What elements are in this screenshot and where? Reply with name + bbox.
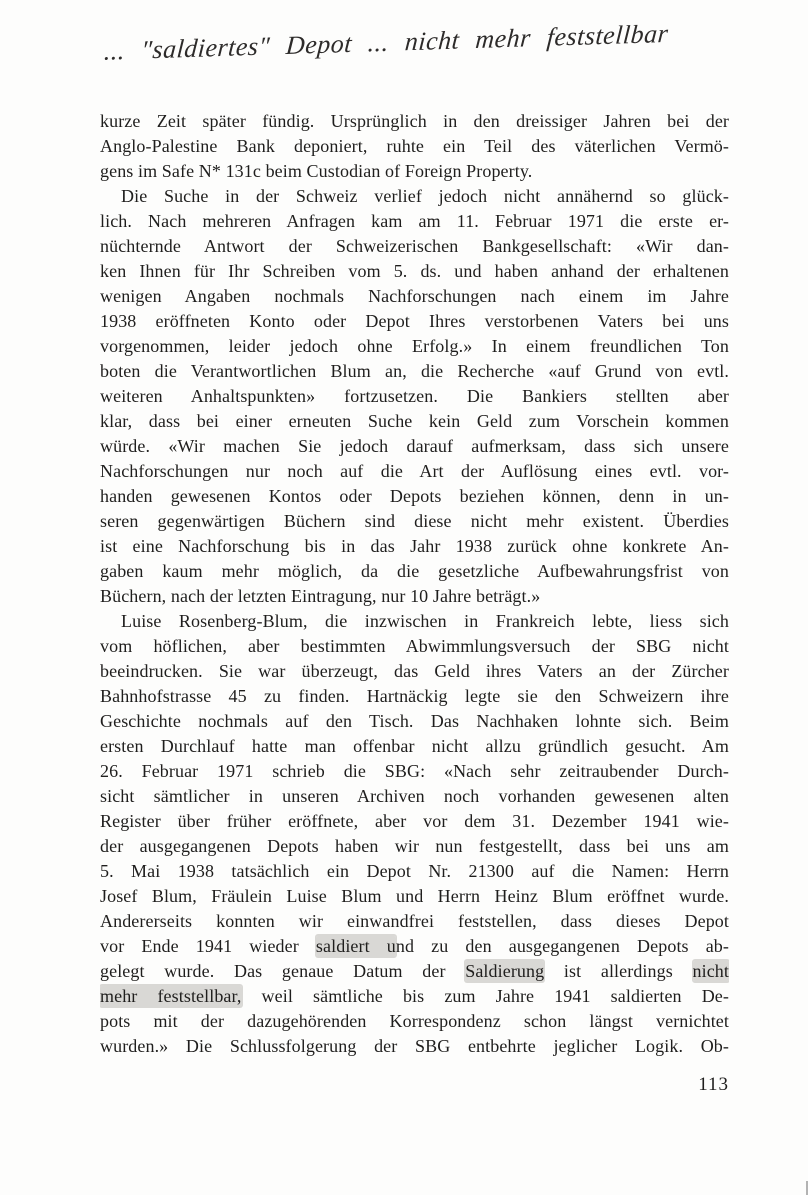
text-segment: gelegt wurde. Das genaue Datum der: [100, 961, 466, 981]
text-line: [100, 984, 729, 1009]
text-line: [100, 684, 729, 709]
text-line: [100, 184, 729, 209]
text-segment: Bahnhofstrasse 45 zu finden. Hartnäckig legte sie den Schweizern ihre: [100, 686, 729, 706]
text-line: [100, 659, 729, 684]
text-line: [100, 484, 729, 509]
text-line: [100, 309, 729, 334]
text-line: [100, 859, 729, 884]
text-line: [100, 909, 729, 934]
text-segment: weiteren Anhaltspunkten» fortzusetzen. Die Bankiers stellten aber: [100, 386, 729, 406]
text-line: [100, 934, 729, 959]
text-segment: 5. Mai 1938 tatsächlich ein Depot Nr. 21300 auf die Namen: Herrn: [100, 861, 729, 881]
text-line: [100, 259, 729, 284]
text-segment: Register über früher eröffnete, aber vor dem 31. Dezember 1941 wie-: [100, 811, 729, 831]
text-line: [100, 359, 729, 384]
text-line: [100, 109, 729, 134]
text-line: [100, 759, 729, 784]
text-segment: Geschichte nochmals auf den Tisch. Das Nachhaken lohnte sich. Beim: [100, 711, 729, 731]
text-segment: ist eine Nachforschung bis in das Jahr 1938 zurück ohne konkrete An-: [100, 536, 729, 556]
text-line: [100, 384, 729, 409]
text-line: [100, 134, 729, 159]
highlighted-text: nicht: [692, 961, 729, 981]
text-segment: Anglo-Palestine Bank deponiert, ruhte ein Teil des väterlichen Vermö-: [100, 136, 729, 156]
text-segment: 1938 eröffneten Konto oder Depot Ihres verstorbenen Vaters bei uns: [100, 311, 729, 331]
text-segment: wenigen Angaben nochmals Nachforschungen nach einem im Jahre: [100, 286, 729, 306]
text-line: [100, 409, 729, 434]
text-line: [100, 709, 729, 734]
text-line: [100, 609, 729, 634]
text-segment: Andererseits konnten wir einwandfrei feststellen, dass dieses Depot: [100, 911, 729, 931]
text-line: [100, 734, 729, 759]
text-segment: Josef Blum, Fräulein Luise Blum und Herrn Heinz Blum eröffnet wurde.: [100, 886, 729, 906]
text-segment: 26. Februar 1971 schrieb die SBG: «Nach sehr zeitraubender Durch-: [100, 761, 729, 781]
highlighted-text: mehr feststellbar,: [100, 986, 242, 1006]
text-segment: vom höflichen, aber bestimmten Abwimmlungsversuch der SBG nicht: [100, 636, 729, 656]
text-segment: vorgenommen, leider jedoch ohne Erfolg.» In einem freundlichen Ton: [100, 336, 729, 356]
text-segment: würde. «Wir machen Sie jedoch darauf aufmerksam, dass sich unsere: [100, 436, 729, 456]
text-segment: ken Ihnen für Ihr Schreiben vom 5. ds. und haben anhand der erhaltenen: [100, 261, 729, 281]
text-segment: Büchern, nach der letzten Eintragung, nur 10 Jahre beträgt.»: [100, 586, 541, 606]
text-line: [100, 559, 729, 584]
text-line: [100, 784, 729, 809]
text-line: [100, 234, 729, 259]
text-segment: lich. Nach mehreren Anfragen kam am 11. Februar 1971 die erste er-: [100, 211, 729, 231]
text-line: [100, 284, 729, 309]
text-segment: wurden.» Die Schlussfolgerung der SBG entbehrte jeglicher Logik. Ob-: [100, 1036, 729, 1056]
text-line: [100, 159, 729, 184]
text-segment: Nachforschungen nur noch auf die Art der Auflösung eines evtl. vor-: [100, 461, 729, 481]
handwritten-annotation: ... "saldiertes" Depot ... nicht mehr feststellbar: [103, 18, 670, 66]
highlighted-text: Saldierung: [465, 961, 545, 981]
text-segment: kurze Zeit später fündig. Ursprünglich in den dreissiger Jahren bei der: [100, 111, 729, 131]
text-segment: klar, dass bei einer erneuten Suche kein Geld zum Vorschein kommen: [100, 411, 729, 431]
text-line: [100, 459, 729, 484]
text-line: [100, 434, 729, 459]
text-segment: beeindrucken. Sie war überzeugt, das Geld ihres Vaters an der Zürcher: [100, 661, 729, 681]
page-text: [100, 109, 729, 1059]
text-line: [100, 534, 729, 559]
text-segment: gaben kaum mehr möglich, da die gesetzliche Aufbewahrungsfrist von: [100, 561, 729, 581]
text-segment: vor Ende 1941 wieder: [100, 936, 316, 956]
text-segment: seren gegenwärtigen Büchern sind diese nicht mehr existent. Überdies: [100, 511, 729, 531]
text-line: [100, 509, 729, 534]
text-segment: Die Suche in der Schweiz verlief jedoch nicht annähernd so glück-: [121, 186, 729, 206]
text-segment: der ausgegangenen Depots haben wir nun festgestellt, dass bei uns am: [100, 836, 729, 856]
text-line: [100, 634, 729, 659]
text-line: [100, 809, 729, 834]
text-segment: ersten Durchlauf hatte man offenbar nicht allzu gründlich gesucht. Am: [100, 736, 729, 756]
text-segment: pots mit der dazugehörenden Korrespondenz schon längst vernichtet: [100, 1011, 729, 1031]
text-line: [100, 209, 729, 234]
text-line: [100, 959, 729, 984]
text-segment: handen gewesenen Kontos oder Depots beziehen können, denn in un-: [100, 486, 729, 506]
text-segment: nüchternde Antwort der Schweizerischen Bankgesellschaft: «Wir dan-: [100, 236, 729, 256]
text-segment: sicht sämtlicher in unseren Archiven noch vorhanden gewesenen alten: [100, 786, 729, 806]
text-segment: nd zu den ausgegangenen Depots ab-: [395, 936, 729, 956]
text-line: [100, 884, 729, 909]
text-segment: Luise Rosenberg-Blum, die inzwischen in Frankreich lebte, liess sich: [121, 611, 729, 631]
highlighted-text: saldiert u: [315, 936, 396, 956]
text-segment: boten die Verantwortlichen Blum an, die Recherche «auf Grund von evtl.: [100, 361, 729, 381]
text-segment: gens im Safe N* 131c beim Custodian of Foreign Property.: [100, 161, 533, 181]
text-line: [100, 834, 729, 859]
text-line: [100, 1009, 729, 1034]
page-number: 113: [698, 1074, 729, 1095]
text-line: [100, 1034, 729, 1059]
text-segment: ist allerdings: [544, 961, 693, 981]
text-segment: weil sämtliche bis zum Jahre 1941 saldierten De-: [241, 986, 729, 1006]
text-line: [100, 584, 729, 609]
text-line: [100, 334, 729, 359]
